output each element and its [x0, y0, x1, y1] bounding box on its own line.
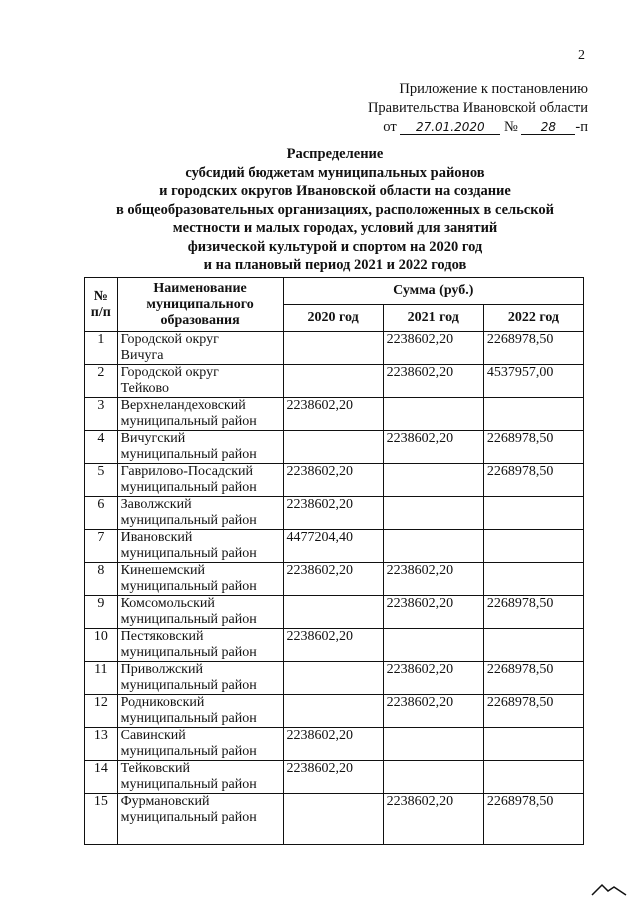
row-sum-2022: 2268978,50 [483, 464, 583, 497]
table-row [85, 728, 584, 761]
scan-stamp-mark [590, 881, 630, 899]
row-sum-2021: 2238602,20 [383, 794, 483, 845]
row-name-line-2: муниципальный район [120, 480, 257, 495]
row-sum-2021: 2238602,20 [383, 365, 483, 398]
row-sum-2021: 2238602,20 [383, 695, 483, 728]
row-sum-2020: 2238602,20 [283, 464, 383, 497]
row-name-line-2: муниципальный район [120, 513, 257, 528]
row-name-line-1: Кинешемский [120, 563, 206, 578]
title-line: и на плановый период 2021 и 2022 годов [203, 257, 467, 273]
row-sum-2020 [283, 662, 383, 695]
row-number: 15 [85, 794, 118, 845]
row-number: 2 [85, 365, 118, 398]
row-sum-2022: 2268978,50 [483, 695, 583, 728]
appendix-line-2: Правительства Ивановской области [367, 100, 588, 116]
row-sum-2020 [283, 431, 383, 464]
row-name [117, 563, 283, 596]
row-name-line-1: Ивановский [120, 530, 193, 545]
row-sum-2021 [383, 761, 483, 794]
row-name-line-2: Тейково [120, 381, 169, 396]
row-name [117, 497, 283, 530]
row-sum-2021 [383, 530, 483, 563]
number-label: № [503, 119, 518, 135]
row-number: 13 [85, 728, 118, 761]
title-line: и городских округов Ивановской области на создание [159, 183, 511, 199]
title-line: местности и малых городах, условий для занятий [172, 220, 498, 236]
row-sum-2022: 2268978,50 [483, 794, 583, 845]
row-sum-2021 [383, 464, 483, 497]
title-line: в общеобразовательных организациях, расположенных в сельской [115, 201, 555, 218]
row-name-line-2: муниципальный район [120, 579, 257, 594]
row-name-line-1: Фурмановский [120, 794, 210, 809]
row-name [117, 530, 283, 563]
row-name [117, 596, 283, 629]
row-name-line-1: Гаврилово-Посадский [120, 464, 254, 479]
row-name-line-1: Городской округ [120, 365, 219, 380]
row-sum-2021 [383, 629, 483, 662]
row-name-line-1: Верхнеландеховский [120, 398, 246, 413]
table-row [85, 497, 584, 530]
row-sum-2022 [483, 761, 583, 794]
handwritten-date: 27.01.2020 [400, 120, 500, 135]
row-sum-2021 [383, 497, 483, 530]
row-name-line-1: Пестяковский [120, 629, 204, 644]
table-row [85, 629, 584, 662]
row-name-line-1: Вичугский [120, 431, 186, 446]
row-sum-2022 [483, 530, 583, 563]
row-name-line-2: муниципальный район [120, 414, 257, 429]
title-line: физической культурой и спортом на 2020 год [187, 238, 483, 255]
row-sum-2020 [283, 695, 383, 728]
row-sum-2020 [283, 794, 383, 845]
table-row [85, 662, 584, 695]
header-num: № п/п [85, 278, 118, 332]
header-year-2022: 2022 год [483, 305, 583, 332]
row-number: 10 [85, 629, 118, 662]
row-name-line-1: Родниковский [120, 695, 205, 710]
row-name-line-1: Комсомольский [120, 596, 215, 611]
title-line: Распределение [286, 146, 384, 162]
row-name-line-2: муниципальный район [120, 447, 257, 462]
table-row [85, 431, 584, 464]
row-name-line-2: Вичуга [120, 348, 164, 363]
row-name-line-2: муниципальный район [120, 711, 257, 726]
number-suffix: -п [575, 119, 588, 135]
row-name [117, 761, 283, 794]
row-number: 9 [85, 596, 118, 629]
row-name-line-1: Заволжский [120, 497, 192, 512]
subsidy-table [84, 277, 584, 845]
table-row [85, 365, 584, 398]
header-year-2020: 2020 год [283, 305, 383, 332]
row-number: 14 [85, 761, 118, 794]
row-sum-2020: 4477204,40 [283, 530, 383, 563]
row-sum-2021: 2238602,20 [383, 596, 483, 629]
row-name-line-1: Городской округ [120, 332, 219, 347]
row-sum-2022: 2268978,50 [483, 332, 583, 365]
document-title [90, 145, 580, 275]
table-row [85, 464, 584, 497]
row-name-line-2: муниципальный район [120, 744, 257, 759]
row-sum-2020: 2238602,20 [283, 629, 383, 662]
row-name [117, 332, 283, 365]
row-number: 8 [85, 563, 118, 596]
row-name [117, 629, 283, 662]
row-number: 7 [85, 530, 118, 563]
row-sum-2021 [383, 398, 483, 431]
row-name-line-2: муниципальный район [120, 645, 257, 660]
table-body [85, 332, 584, 845]
header-name: Наименование муниципального образования [117, 278, 283, 332]
row-sum-2022 [483, 629, 583, 662]
appendix-header [288, 80, 588, 137]
row-name [117, 662, 283, 695]
row-name-line-2: муниципальный район [120, 777, 257, 792]
appendix-line-1: Приложение к постановлению [399, 81, 588, 97]
header-sum: Сумма (руб.) [283, 278, 583, 305]
row-name-line-1: Савинский [120, 728, 186, 743]
row-sum-2022: 2268978,50 [483, 662, 583, 695]
table-row [85, 530, 584, 563]
row-name [117, 398, 283, 431]
row-sum-2020: 2238602,20 [283, 398, 383, 431]
row-sum-2022: 4537957,00 [483, 365, 583, 398]
row-sum-2022: 2268978,50 [483, 596, 583, 629]
row-sum-2021: 2238602,20 [383, 662, 483, 695]
header-year-2021: 2021 год [383, 305, 483, 332]
row-sum-2021: 2238602,20 [383, 332, 483, 365]
row-number: 4 [85, 431, 118, 464]
row-sum-2021 [383, 728, 483, 761]
row-sum-2022 [483, 398, 583, 431]
row-sum-2021: 2238602,20 [383, 431, 483, 464]
table-row [85, 398, 584, 431]
row-name-line-1: Тейковский [120, 761, 190, 776]
row-number: 12 [85, 695, 118, 728]
page-number: 2 [578, 48, 585, 63]
row-number: 3 [85, 398, 118, 431]
handwritten-number: 28 [521, 120, 575, 135]
row-number: 6 [85, 497, 118, 530]
row-name [117, 728, 283, 761]
row-number: 1 [85, 332, 118, 365]
row-name [117, 695, 283, 728]
table-row [85, 332, 584, 365]
row-name-line-1: Приволжский [120, 662, 203, 677]
row-sum-2022 [483, 563, 583, 596]
row-sum-2020 [283, 596, 383, 629]
row-sum-2020 [283, 332, 383, 365]
appendix-line-3 [288, 118, 588, 137]
row-name [117, 365, 283, 398]
row-name [117, 464, 283, 497]
row-sum-2022 [483, 728, 583, 761]
row-sum-2020: 2238602,20 [283, 497, 383, 530]
row-sum-2020 [283, 365, 383, 398]
from-label: от [383, 119, 397, 135]
row-sum-2022: 2268978,50 [483, 431, 583, 464]
row-name-line-2: муниципальный район [120, 612, 257, 627]
table-row [85, 695, 584, 728]
table-row [85, 761, 584, 794]
row-sum-2022 [483, 497, 583, 530]
row-name-line-2: муниципальный район [120, 546, 257, 561]
row-name [117, 794, 283, 845]
row-sum-2020: 2238602,20 [283, 728, 383, 761]
table-row [85, 563, 584, 596]
table-row [85, 596, 584, 629]
row-sum-2020: 2238602,20 [283, 563, 383, 596]
row-number: 5 [85, 464, 118, 497]
row-name-line-2: муниципальный район [120, 678, 257, 693]
row-name [117, 431, 283, 464]
row-number: 11 [85, 662, 118, 695]
row-sum-2021: 2238602,20 [383, 563, 483, 596]
row-name-line-2: муниципальный район [120, 810, 257, 825]
title-line: субсидий бюджетам муниципальных районов [185, 164, 485, 181]
row-sum-2020: 2238602,20 [283, 761, 383, 794]
table-row [85, 794, 584, 845]
